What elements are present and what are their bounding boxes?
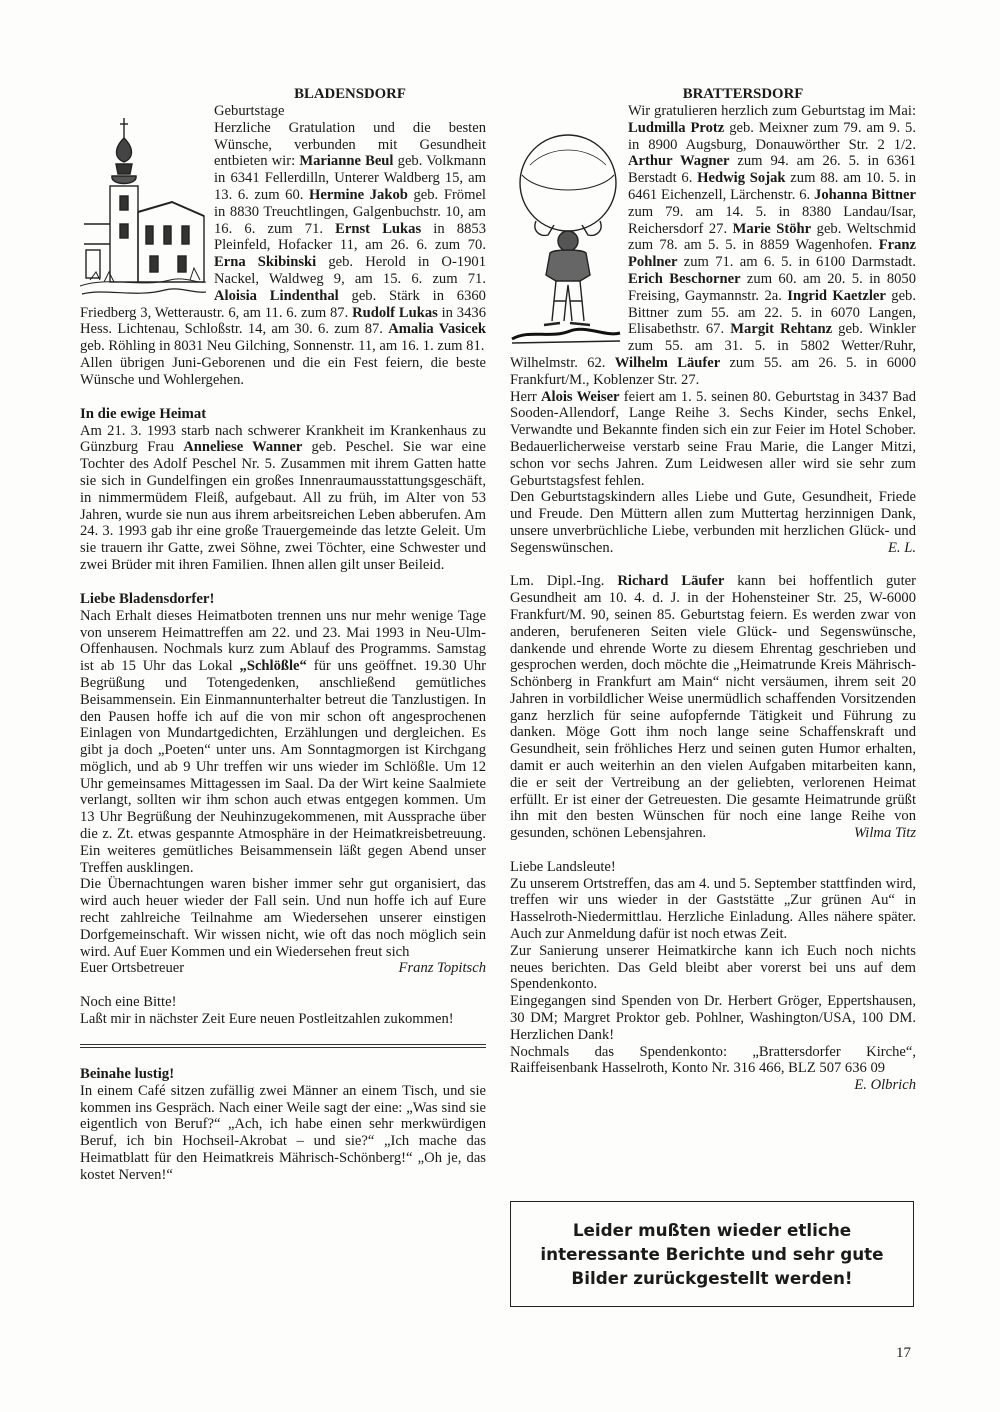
- letter-signature: Franz Topitsch: [398, 960, 486, 977]
- bold-name: Anneliese Wanner: [183, 439, 303, 456]
- letter-paragraph-1: Nach Erhalt dieses Heimatboten trennen uns nur mehr wenige Tage von unserem Heimattreffen am 22. und 23. Mai 1993 in Neu-Ulm-Offenhausen. Nochmals kurz zum Ablauf des Programms. Samstag ist ab 15 Uhr das Lokal „Schlößle“ für uns geöffnet. 19.30 Uhr Begrüßung und Totengedenken, anschließend gemütliches Beisammensein. Ein Einmannunterhalter betreut die Tanzlustigen. In den Pausen hoffe ich auf die von mir schon oft angesprochenen Einlagen von Mundartgedichten, Erzählungen und dergleichen. Es gibt ja doch „Poeten“ unter uns. Am Sonntagmorgen ist Kirchgang möglich, und ab 9 Uhr treffen wir uns wieder im Schlößle. Um 12 Uhr gemeinsames Mittagessen im Saal. Da der Wirt keine Saalmiete verlangt, sollten wir ihm schon auch etwas entgegen kommen. Um 13 Uhr Begrüßung der Neuhinzugekommenen, mit Aussprache über die z. Zt. etwas gespannte Atmosphäre in der Heimatkreisbetreuung. Ein weiteres gemütliches Beisammensein läßt gegen Abend unser Treffen ausklingen.: [80, 607, 486, 876]
- funny-heading: Beinahe lustig!: [80, 1065, 175, 1082]
- landsleute-salutation: Liebe Landsleute!: [510, 858, 616, 875]
- bladensdorf-birthday-list: Herzliche Gratulation und die besten Wünsche, verbunden mit Gesundheit entbieten wir: Marianne Beul geb. Volkmann in 6341 Fellerdilln, Unterer Waldberg 15, am 13. 6. zum 60. Hermine Jakob geb. Frömel in 8830 Treuchtlingen, Galgenbuchstr. 10, am 16. 6. zum 71. Ernst Lukas in 8853 Pleinfeld, Hofacker 11, am 26. 6. zum 70. Erna Skibinski geb. Herold in O-1901 Nackel, Waldweg 9, am 15. 6. zum 71. Aloisia Lindenthal geb. Stärk in 6360 Friedberg 3, Wetteraustr. 6, am 11. 6. zum 87. Rudolf Lukas in 3436 Hess. Lichtenau, Schloßstr. 14, am 30. 6. zum 87. Amalia Vasicek geb. Röhling in 8031 Neu Gilching, Sonnenstr. 11, am 16. 1. zum 81.: [80, 119, 486, 355]
- landsleute-paragraph-1: Zu unserem Ortstreffen, das am 4. und 5. September stattfinden wird, treffen wir uns wieder in der Gaststätte „Zur grünen Au“ in Hasselroth-Niedermittlau. Herzliche Einladung. Alles nähere später. Auch zur Anmeldung dafür ist noch etwas Zeit.: [510, 875, 916, 943]
- memorial-text: Am 21. 3. 1993 starb nach schwerer Krankheit im Krankenhaus zu Günzburg Frau Anneliese Wanner geb. Peschel. Sie war eine Tochter des Adolf Peschel Nr. 5. Zusammen mit ihrem Gatten hatte sie sich in Gundelfingen ein großes Innenraumausstattungsgeschäft, in nimmermüdem Fleiß, aufgebaut. All zu früh, im Alter von 53 Jahren, wurde sie nun aus ihrem arbeitsreichen Leben abberufen. Am 24. 3. 1993 gab ihr eine große Trauergemeinde das letzte Geleit. Um sie trauern ihr Gatte, zwei Söhne, zwei Töchter, eine Schwester und zwei Brüder mit ihren Familien. Ihnen allen gilt unser Beileid.: [80, 422, 486, 573]
- notice-box: [510, 1201, 914, 1307]
- landsleute-paragraph-3: Eingegangen sind Spenden von Dr. Herbert Gröger, Eppertshausen, 30 DM; Margret Proktor geb. Pohlner, Washington/USA, 100 DM. Herzlichen Dank!: [510, 993, 916, 1043]
- bold-name: Erich Beschorner: [628, 270, 741, 287]
- double-rule-divider: [80, 1044, 486, 1048]
- landsleute-paragraph-4: Nochmals das Spendenkonto: „Brattersdorfer Kirche“, Raiffeisenbank Hasselroth, Konto Nr. 316 466, BLZ 507 636 09: [510, 1043, 916, 1077]
- request-text: Laßt mir in nächster Zeit Eure neuen Postleitzahlen zukommen!: [80, 1011, 454, 1028]
- bold-name: Erna Skibinski: [214, 254, 317, 271]
- weiser-birthday: Herr Alois Weiser feiert am 1. 5. seinen 80. Geburtstag in 3437 Bad Sooden-Allendorf, Lange Reihe 3. Sechs Kinder, sechs Enkel, Verwandte und Bekannte finden sich ein zur Feier im Hotel Schober. Bedauerlicherweise verstarb seine Frau Marie, die Langer Mitzi, schon vor sechs Jahren. Zum Leidwesen aller wird sie sehr zum Geburtstagsfest fehlen.: [510, 388, 917, 489]
- atlas-figure-illustration: [510, 125, 622, 347]
- landsleute-paragraph-2: Zur Sanierung unserer Heimatkirche kann ich Euch noch nichts neues berichten. Das Geld bleibt aber vorerst bei uns auf dem Spendenkonto.: [510, 942, 916, 993]
- wishes-block: [510, 489, 916, 556]
- page-number: 17: [896, 1345, 911, 1361]
- left-column: [80, 86, 486, 1184]
- bold-name: Johanna Bittner: [814, 186, 917, 203]
- bold-name: Marie Stöhr: [732, 220, 812, 237]
- brattersdorf-birthday-list: Wir gratulieren herzlich zum Geburtstag im Mai: Ludmilla Protz geb. Meixner zum 79. am 9. 5. in 8900 Augsburg, Donauwörther Str. 2 1/2. Arthur Wagner zum 94. am 26. 5. in 6361 Berstadt 6. Hedwig Sojak zum 88. am 10. 5. in 6461 Eichenzell, Lärchenstr. 6. Johanna Bittner zum 79. am 14. 5. in 8380 Landau/Isar, Reichersdorf 27. Marie Stöhr geb. Weltschmid zum 78. am 5. 5. in 8859 Wagenhofen. Franz Pohlner zum 71. am 6. 5. in 6100 Darmstadt. Erich Beschorner zum 60. am 20. 5. in 8050 Freising, Gaymannstr. 2a. Ingrid Kaetzler geb. Bittner zum 55. am 22. 5. in 6070 Langen, Elisabethstr. 67. Margit Rehtanz geb. Winkler zum 55. am 31. 5. in 5802 Wetter/Ruhr, Wilhelmstr. 62. Wilhelm Läufer zum 55. am 26. 5. in 6000 Frankfurt/M., Koblenzer Str. 27.: [510, 103, 917, 388]
- wishes-text: Den Geburtstagskindern alles Liebe und Gute, Gesundheit, Friede und Freude. Den Müttern allen zum Muttertag herzinnigen Dank, unsere unverbrüchliche Liebe, verbunden mit herzlichen Glück- und Segenswünschen.: [510, 489, 916, 556]
- letter-heading: Liebe Bladensdorfer!: [80, 590, 215, 607]
- bold-name: Alois Weiser: [540, 388, 620, 405]
- wishes-signature: E. L.: [888, 539, 916, 556]
- bold-name: „Schlößle“: [239, 658, 307, 675]
- bold-name: Ludmilla Protz: [628, 119, 725, 136]
- request-heading: Noch eine Bitte!: [80, 994, 177, 1011]
- funny-text: In einem Café sitzen zufällig zwei Männer an einem Tisch, und sie kommen ins Gespräch. Nach einer Weile sagt der eine: „Was sind sie eigentlich von Beruf?“ „Ach, ich habe einen sehr merkwürdigen Beruf, ich bin Hochseil-Akrobat – und sie?“ „Ich mache das Heimatblatt für den Heimatkreis Mährisch-Schönberg!“ „Oh je, das kostet Nerven!“: [80, 1082, 486, 1183]
- bladensdorf-title: BLADENSDORF: [294, 86, 406, 102]
- memorial-heading: In die ewige Heimat: [80, 405, 207, 422]
- brattersdorf-title: BRATTERSDORF: [682, 86, 804, 102]
- bold-name: Franz Pohlner: [628, 237, 916, 271]
- notice-text: Leider mußten wieder etliche interessante Berichte und sehr gute Bilder zurückgestellt werden!: [540, 1220, 884, 1288]
- bold-name: Richard Läufer: [617, 573, 725, 590]
- june-wishes: Allen übrigen Juni-Geborenen und die ein Fest feiern, die beste Wünsche und Wohlergehen.: [80, 354, 486, 388]
- bold-name: Arthur Wagner: [628, 153, 730, 170]
- right-column: [510, 86, 916, 1094]
- landsleute-signature: E. Olbrich: [854, 1077, 916, 1094]
- bold-name: Amalia Vasicek: [388, 321, 486, 338]
- bold-name: Margit Rehtanz: [730, 321, 833, 338]
- bold-name: Ingrid Kaetzler: [787, 287, 886, 304]
- laeufer-tribute: Lm. Dipl.-Ing. Richard Läufer kann bei hoffentlich guter Gesundheit am 10. 4. d. J. in der Hohensteiner Str. 25, W-6000 Frankfurt/M. 90, seinen 85. Geburtstag feiern. Es werden zwar von anderen, berufeneren Seiten viele Glück- und Segenswünsche, dankende und ehrende Worte zu diesem Ehrentag geschrieben und gesprochen werden, doch möchte die „Heimatrunde Kreis Mährisch-Schönberg in Frankfurt am Main“ nicht versäumen, ihrem seit 20 Jahren in vorbildlicher Weise unermüdlich schaffenden Vorsitzenden ganz herzlich für seine aufopfernde Tätigkeit und Führung zu danken. Möge Gott ihm noch lange seine Schaffenskraft und Gesundheit, sein fröhliches Herz und seinen guten Humor erhalten, damit er auch weiterhin an den vielen Aufgaben mitarbeiten kann, die er seit der Vertreibung an der geliebten, verlorenen Heimat erfüllt. Er ist einer der Getreuesten. Die gesamte Heimatrunde grüßt ihn mit den besten Wünschen für noch eine lange Reihe von gesunden, schönen Lebensjahren.: [510, 573, 916, 842]
- bold-name: Aloisia Lindenthal: [214, 287, 339, 304]
- laeufer-signature: Wilma Titz: [853, 825, 916, 842]
- bold-name: Rudolf Lukas: [352, 304, 438, 321]
- bold-name: Wilhelm Läufer: [614, 354, 721, 371]
- letter-paragraph-2: Die Übernachtungen waren bisher immer sehr gut organisiert, das wird auch heuer wieder der Fall sein. Und nun hoffe ich auf Eure recht zahlreiche Teilnahme am Wiedersehen unserer einstigen Dorfgemeinschaft. Wir wissen nicht, wie oft das noch möglich sein wird. Auf Euer Kommen und ein Wiedersehen freut sich: [80, 876, 486, 960]
- bold-name: Ernst Lukas: [335, 220, 422, 237]
- birthdays-caption: Geburtstage: [214, 103, 285, 119]
- bold-name: Marianne Beul: [299, 153, 394, 170]
- bold-name: Hedwig Sojak: [697, 170, 786, 187]
- church-illustration: [80, 104, 206, 300]
- letter-signoff: [80, 960, 486, 977]
- letter-closing: Euer Ortsbetreuer: [80, 960, 185, 977]
- bold-name: Hermine Jakob: [309, 186, 408, 203]
